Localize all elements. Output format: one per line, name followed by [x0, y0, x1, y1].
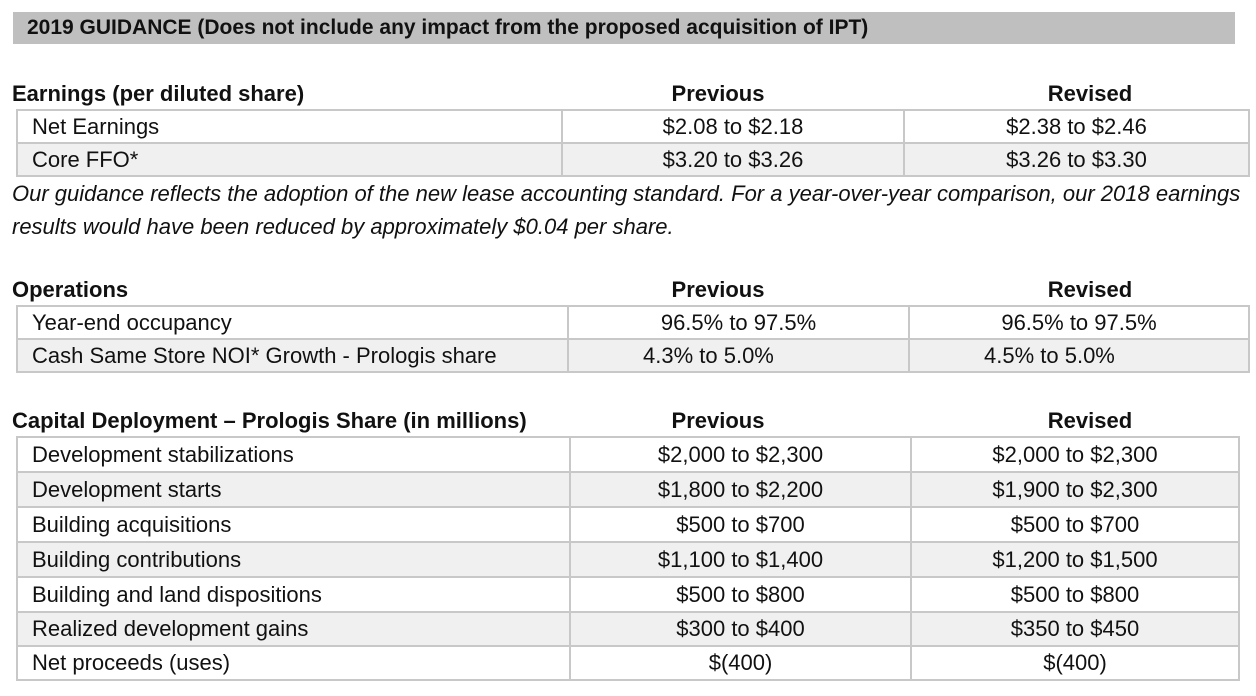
table-row [17, 646, 1239, 680]
operations-title: Operations [12, 277, 129, 302]
earnings-title: Earnings (per diluted share) [12, 81, 305, 106]
earnings-section-header [12, 81, 1248, 107]
row-label: Development starts [17, 472, 570, 507]
earnings-previous-header: Previous [671, 81, 765, 106]
previous-value: $300 to $400 [570, 612, 911, 646]
table-row [17, 437, 1239, 472]
previous-value: $500 to $800 [570, 577, 911, 612]
operations-revised-header: Revised [1047, 277, 1133, 302]
row-label: Realized development gains [17, 612, 570, 646]
previous-value: $3.20 to $3.26 [562, 143, 904, 176]
row-label: Building acquisitions [17, 507, 570, 542]
revised-value: $500 to $800 [911, 577, 1239, 612]
capital-section-header [12, 408, 1248, 434]
previous-value: $1,800 to $2,200 [570, 472, 911, 507]
capital-revised-header: Revised [1047, 408, 1133, 433]
operations-previous-header: Previous [671, 277, 765, 302]
table-row [17, 542, 1239, 577]
table-row [17, 339, 1249, 372]
row-label: Building and land dispositions [17, 577, 570, 612]
previous-value: $(400) [570, 646, 911, 680]
capital-title: Capital Deployment – Prologis Share (in millions) [12, 408, 527, 433]
revised-value: $1,900 to $2,300 [911, 472, 1239, 507]
revised-value: $(400) [911, 646, 1239, 680]
table-row [17, 612, 1239, 646]
previous-value: $2.08 to $2.18 [562, 110, 904, 143]
previous-value: $500 to $700 [570, 507, 911, 542]
capital-table [16, 436, 1240, 681]
row-label: Net proceeds (uses) [17, 646, 570, 680]
operations-section-header [12, 277, 1248, 303]
revised-value: 4.5% to 5.0% [909, 339, 1249, 372]
row-label: Year-end occupancy [17, 306, 568, 339]
table-row [17, 306, 1249, 339]
revised-value: $350 to $450 [911, 612, 1239, 646]
revised-value: 96.5% to 97.5% [909, 306, 1249, 339]
capital-previous-header: Previous [671, 408, 765, 433]
row-label: Core FFO* [17, 143, 562, 176]
previous-value: 96.5% to 97.5% [568, 306, 909, 339]
revised-value: $2.38 to $2.46 [904, 110, 1249, 143]
revised-value: $1,200 to $1,500 [911, 542, 1239, 577]
previous-value: $1,100 to $1,400 [570, 542, 911, 577]
row-label: Development stabilizations [17, 437, 570, 472]
table-row [17, 507, 1239, 542]
revised-value: $500 to $700 [911, 507, 1239, 542]
row-label: Building contributions [17, 542, 570, 577]
revised-value: $3.26 to $3.30 [904, 143, 1249, 176]
table-row [17, 110, 1249, 143]
previous-value: $2,000 to $2,300 [570, 437, 911, 472]
operations-table [16, 305, 1250, 373]
revised-value: $2,000 to $2,300 [911, 437, 1239, 472]
previous-value: 4.3% to 5.0% [568, 339, 909, 372]
table-row [17, 143, 1249, 176]
lease-accounting-note: Our guidance reflects the adoption of the new lease accounting standard. For a year-over-year comparison, our 2018 earnings results would have been reduced by approximately $0.04 per share. [12, 181, 1241, 239]
row-label: Net Earnings [17, 110, 562, 143]
table-row [17, 577, 1239, 612]
row-label: Cash Same Store NOI* Growth - Prologis share [17, 339, 568, 372]
table-row [17, 472, 1239, 507]
earnings-table [16, 109, 1250, 177]
earnings-revised-header: Revised [1047, 81, 1133, 106]
guidance-banner: 2019 GUIDANCE (Does not include any impact from the proposed acquisition of IPT) [13, 12, 1235, 44]
